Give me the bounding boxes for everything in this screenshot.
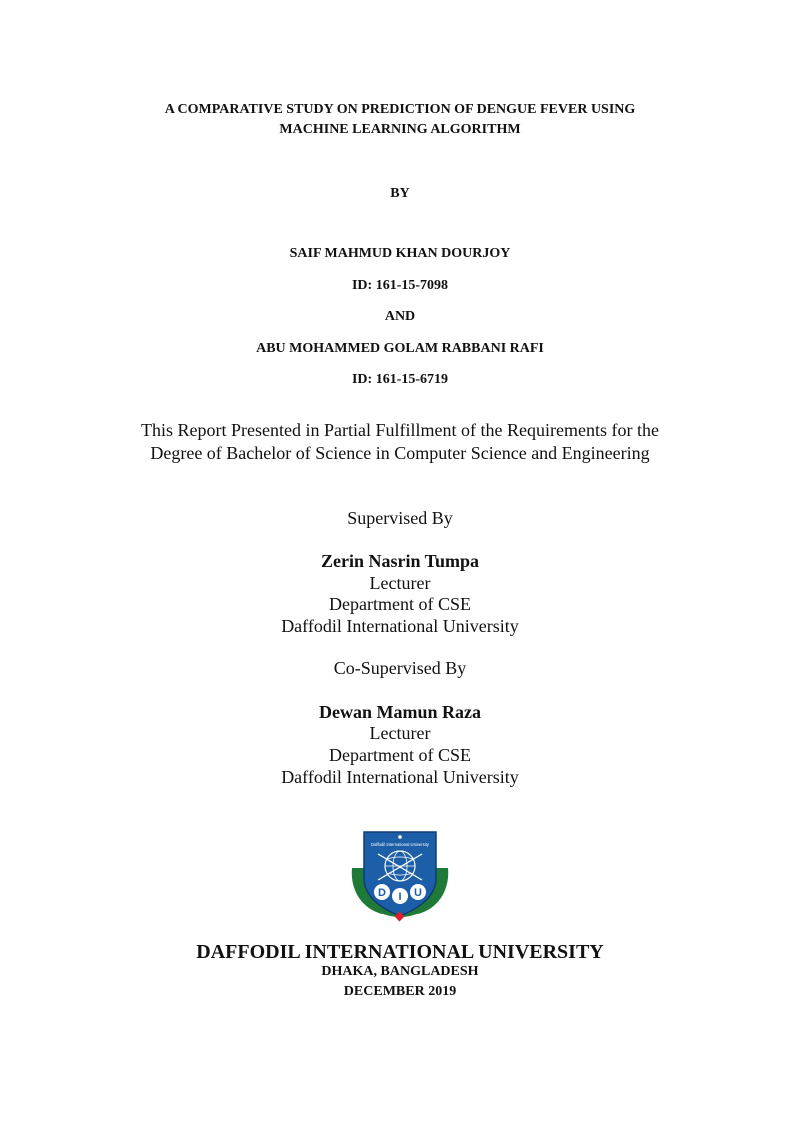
supervisor-designation: Lecturer [369, 573, 431, 593]
co-supervisor-university: Daffodil International University [281, 767, 519, 787]
co-supervisor-department: Department of CSE [329, 745, 471, 765]
logo-letter-i: I [398, 891, 402, 903]
degree-statement-line-2: Degree of Bachelor of Science in Computer Science and Engineering [150, 443, 650, 463]
author-1-name: SAIF MAHMUD KHAN DOURJOY [289, 246, 511, 261]
thesis-title-line-1: A COMPARATIVE STUDY ON PREDICTION OF DENGUE FEVER USING [164, 102, 636, 117]
author-2-id: ID: 161-15-6719 [351, 372, 449, 387]
co-supervisor-name: Dewan Mamun Raza [319, 702, 481, 722]
logo-star-icon [398, 835, 402, 839]
supervisor-department: Department of CSE [329, 594, 471, 614]
logo-letter-d: D [378, 887, 386, 899]
institution-name: DAFFODIL INTERNATIONAL UNIVERSITY [196, 941, 604, 963]
author-1-id: ID: 161-15-7098 [351, 278, 449, 293]
supervised-by-label: Supervised By [347, 508, 453, 528]
co-supervised-by-label: Co-Supervised By [333, 658, 467, 678]
and-label: AND [384, 309, 416, 324]
supervisor-name: Zerin Nasrin Tumpa [320, 551, 480, 571]
institution-location: DHAKA, BANGLADESH [321, 964, 479, 979]
author-2-name: ABU MOHAMMED GOLAM RABBANI RAFI [256, 341, 544, 356]
logo-letter-u: U [414, 887, 422, 899]
supervisor-university: Daffodil International University [281, 616, 519, 636]
diu-logo [348, 828, 452, 924]
co-supervisor-designation: Lecturer [369, 723, 431, 743]
submission-date: DECEMBER 2019 [343, 984, 457, 999]
by-label: BY [390, 186, 410, 201]
logo-emblem-text: Daffodil International University [371, 842, 429, 847]
thesis-title-line-2: MACHINE LEARNING ALGORITHM [279, 122, 521, 137]
degree-statement-line-1: This Report Presented in Partial Fulfillment of the Requirements for the [141, 420, 659, 440]
